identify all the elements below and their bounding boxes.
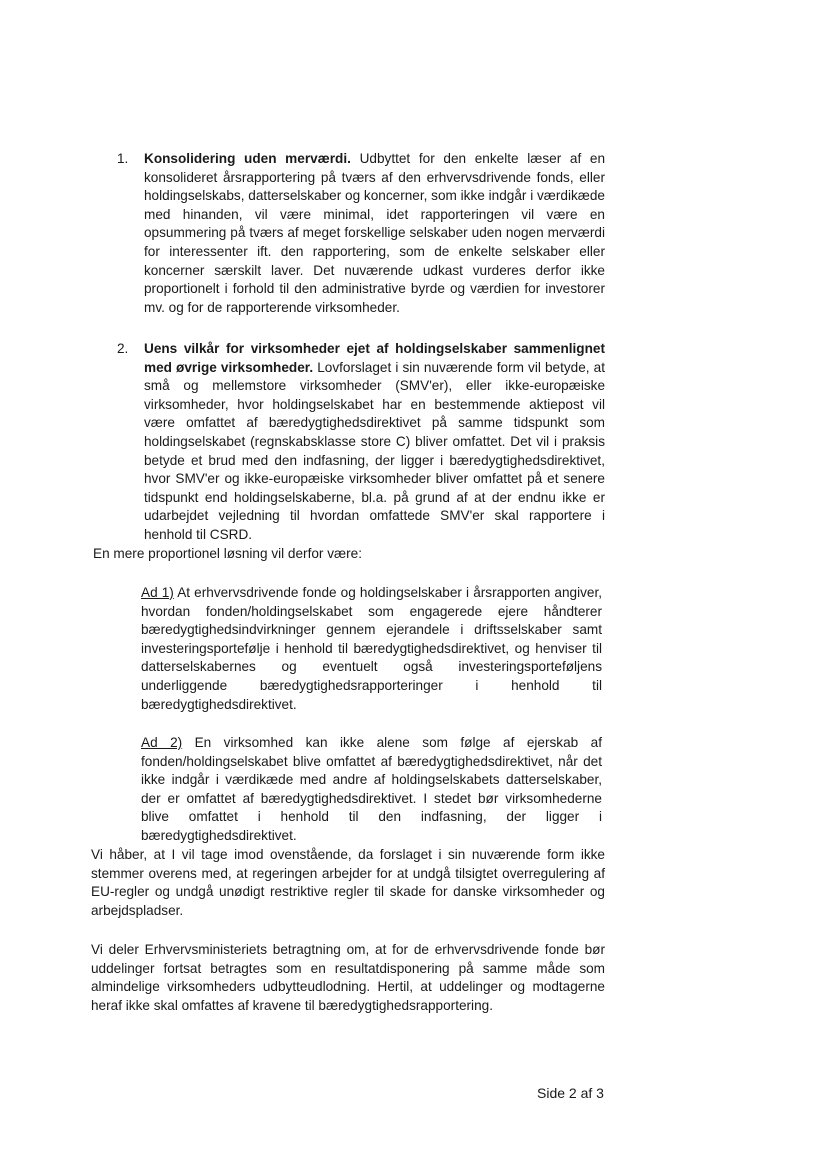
list-item-heading: Uens vilkår for virksomheder ejet af holdingselskaber sammenlignet med øvrige virksomheder. [144, 341, 605, 375]
page-number: Side 2 af 3 [537, 1085, 604, 1101]
list-item-body: Udbyttet for den enkelte læser af en konsolideret årsrapportering på tværs af den erhvervsdrivende fonds, eller holdingselskabs, datterselskaber og koncerner, som ikke indgår i værdikæde med hinanden, vil være minimal, idet rapporteringen vil være en opsummering på tværs af meget forskellige selskaber uden nogen merværdi for interessenter ift. den rapportering, som de enkelte selskaber eller koncerner særskilt laver. Det nuværende udkast vurderes derfor ikke proportionelt i forhold til den administrative byrde og værdien for investorer mv. og for de rapporterende virksomheder. [144, 151, 606, 315]
list-number: 1. [117, 151, 129, 166]
list-item-text [144, 340, 605, 545]
ad-label: Ad 1) [141, 585, 174, 600]
list-number: 2. [117, 341, 129, 356]
list-item-2 [117, 340, 605, 545]
list-item-heading: Konsolidering uden merværdi. [144, 151, 351, 166]
ad-text: En virksomhed kan ikke alene som følge af ejerskab af fonden/holdingselskabet blive omfattet af bæredygtighedsdirektivet, når det ikke indgår i værdikæde med andre af holdingselskabets datterselskaber, der er omfattet af bæredygtighedsdirektivet. I stedet bør virksomhederne blive omfattet i henhold til den indfasning, der ligger i bæredygtighedsdirektivet. [141, 735, 602, 843]
list-item-text [144, 150, 605, 317]
ad-label: Ad 2) [141, 735, 183, 750]
ad-item-2 [141, 734, 602, 846]
paragraph-1: Vi håber, at I vil tage imod ovenstående, da forslaget i sin nuværende form ikke stemmer overens med, at regeringen arbejder for at undgå tilsigtet overregulering af EU-regler og undgå unødigt restriktive regler til skade for danske virksomheder og arbejdspladser. [91, 847, 605, 918]
ad-text: At erhvervsdrivende fonde og holdingselskaber i årsrapporten angiver, hvordan fonden/holdingselskabet som engagerede ejere håndterer bæredygtighedsindvirkninger gennem ejerandele i driftsselskaber samt investeringsportefølje i henhold til bæredygtighedsdirektivet, og henviser til datterselskabernes og eventuelt også investeringsporteføljens underliggende bæredygtighedsrapporteringer i henhold til bæredygtighedsdirektivet. [141, 585, 602, 712]
list-item-1 [117, 150, 605, 317]
list-item-body: Lovforslaget i sin nuværende form vil betyde, at små og mellemstore virksomheder (SMV'er), eller ikke-europæiske virksomheder, hvor holdingselskabet har en bestemmende aktiepost vil være omfattet af bæredygtighedsdirektivet på samme tidspunkt som holdingselskabet (regnskabsklasse store C) bliver omfattet. Det vil i praksis betyde et brud med den indfasning, der ligger i bæredygtighedsdirektivet, hvor SMV'er og ikke-europæiske virksomheder bliver omfattet på et senere tidspunkt end holdingselskaberne, bl.a. på grund af at der endnu ikke er udarbejdet vejledning til hvordan omfattede SMV'er skal rapportere i henhold til CSRD. [144, 359, 605, 542]
intro-text: En mere proportionel løsning vil derfor være: [93, 546, 362, 561]
paragraph-2: Vi deler Erhvervsministeriets betragtning om, at for de erhvervsdrivende fonde bør uddelinger fortsat betragtes som en resultatdisponering på samme måde som almindelige virksomheders udbytteudlodning. Hertil, at uddelinger og modtagerne heraf ikke skal omfattes af kravene til bæredygtighedsrapportering. [91, 942, 605, 1013]
ad-item-1 [141, 584, 602, 714]
